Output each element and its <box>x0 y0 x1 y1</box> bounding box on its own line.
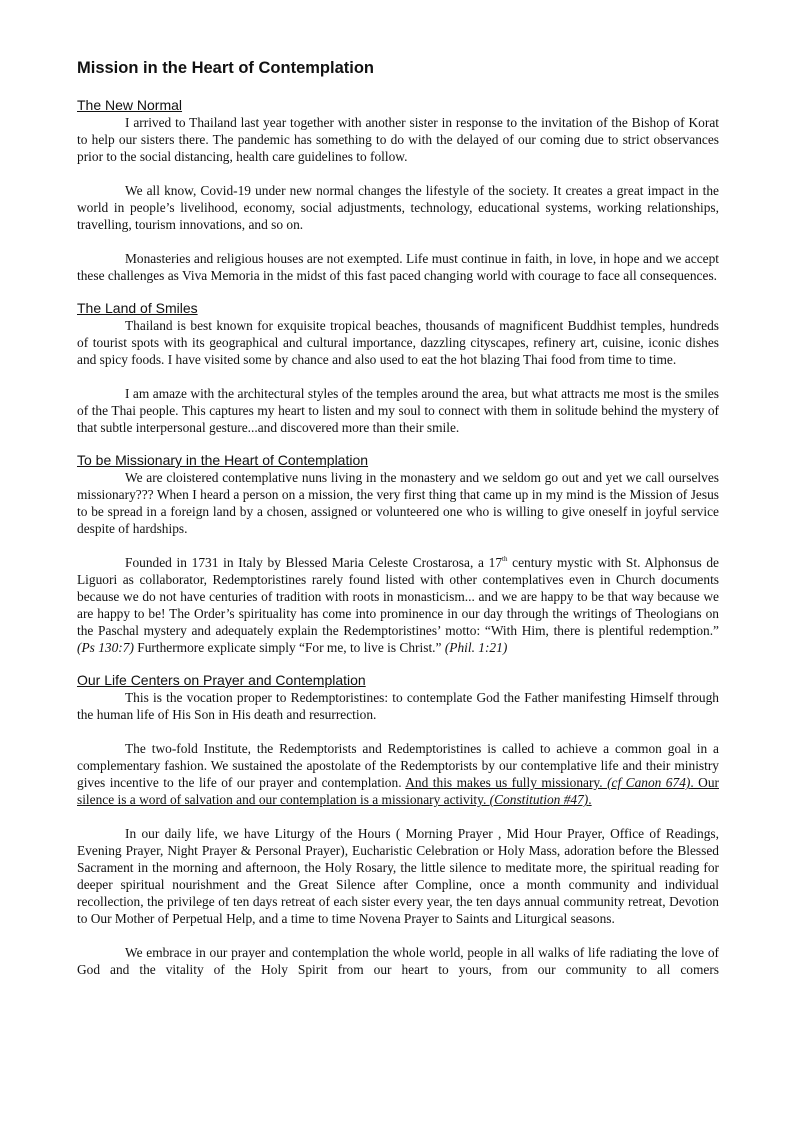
paragraph: This is the vocation proper to Redemptoristines: to contemplate God the Father manifesting Himself through the human life of His Son in His death and resurrection. <box>77 690 719 722</box>
twofold-paragraph <box>77 740 719 808</box>
paragraph: I arrived to Thailand last year together with another sister in response to the invitation of the Bishop of Korat to help our sisters there. The pandemic has something to do with the delayed of our coming due to strict observances prior to the social distancing, health care guidelines to follow. <box>77 115 719 164</box>
paragraph: In our daily life, we have Liturgy of the Hours ( Morning Prayer , Mid Hour Prayer, Office of Readings, Evening Prayer, Night Prayer & Personal Prayer), Eucharistic Celebration or Holy Mass, adoration before the Blessed Sacrament in the morning and afternoon, the Holy Rosary, the little silence to meditate more, the spiritual reading for deeper spiritual nourishment and the Great Silence after Compline, once a month community and individual recollection, the privilege of ten days retreat of each sister every year, the ten days annual community retreat, Devotion to Our Mother of Perpetual Help, and a time to time Novena Prayer to Saints and Liturgical seasons. <box>77 826 719 926</box>
canon-citation: (cf Canon 674) <box>607 775 691 790</box>
paragraph: We embrace in our prayer and contemplation the whole world, people in all walks of life radiating the love of God and the vitality of the Holy Spirit from our heart to yours, from our community to all comers <box>77 945 719 977</box>
underlined-text: . Our silence is a word of salvation and our contemplation is a missionary activity. <box>77 775 719 807</box>
paragraph: I am amaze with the architectural styles of the temples around the area, but what attracts me most is the smiles of the Thai people. This captures my heart to listen and my soul to connect with them in solitude behind the mystery of that subtle interpersonal gesture...and discovered more than their smile. <box>77 386 719 435</box>
text: The two-fold Institute, the Redemptorists and Redemptoristines is called to achieve a common goal in a complementary fashion. We sustained the apostolate of the Redemptorists by our contemplative life and their ministry gives incentive to the life of our prayer and contemplation. <box>77 741 719 790</box>
section-new-normal <box>77 97 719 284</box>
section-heading: The New Normal <box>77 97 183 113</box>
paragraph: Monasteries and religious houses are not exempted. Life must continue in faith, in love, in hope and we accept these challenges as Viva Memoria in the midst of this fast paced changing world with courage to face all consequences. <box>77 251 719 283</box>
text: century mystic with St. Alphonsus de Liguori as collaborator, Redemptoristines rarely found listed with other contemplatives even in Church documents because we do not have centuries of tradition with roots in monasticism... and we are happy to be that way because we are happy to be! The Order’s spirituality has come into prominence in our day through the writings of Theologians on the Paschal mystery and adequately explain the Redemptoristines’ motto: “With Him, there is plentiful redemption.” <box>77 555 719 638</box>
founded-paragraph <box>77 554 719 656</box>
underlined-text: . <box>588 792 592 807</box>
section-land-of-smiles <box>77 300 719 436</box>
document-page <box>77 57 719 978</box>
paragraph: Thailand is best known for exquisite tropical beaches, thousands of magnificent Buddhist temples, hundreds of tourist spots with its geographical and cultural importance, dazzling cityscapes, refinery art, cuisine, iconic dishes and spicy foods. I have visited some by chance and also used to eat the hot blazing Thai food from time to time. <box>77 318 719 367</box>
text: Founded in 1731 in Italy by Blessed Maria Celeste Crostarosa, a 17 <box>125 555 503 570</box>
section-missionary <box>77 452 719 656</box>
document-title: Mission in the Heart of Contemplation <box>77 59 375 77</box>
scripture-citation: (Ps 130:7) <box>77 640 134 655</box>
constitution-citation: (Constitution #47) <box>489 792 589 807</box>
section-heading: To be Missionary in the Heart of Contemplation <box>77 452 369 468</box>
underlined-text: And this makes us fully missionary. <box>405 775 608 790</box>
section-prayer-contemplation <box>77 672 719 978</box>
paragraph: We all know, Covid-19 under new normal changes the lifestyle of the society. It creates a great impact in the world in people’s livelihood, economy, social adjustments, technology, educational systems, working relationships, travelling, tourism innovations, and so on. <box>77 183 719 232</box>
paragraph: We are cloistered contemplative nuns living in the monastery and we seldom go out and yet we call ourselves missionary??? When I heard a person on a mission, the very first thing that came up in my mind is the Mission of Jesus to be spread in a foreign land by a chosen, assigned or volunteered one who is willing to give oneself in joyful service despite of hardships. <box>77 470 719 536</box>
ordinal-superscript: th <box>502 555 508 563</box>
scripture-citation: (Phil. 1:21) <box>444 640 508 655</box>
text: Furthermore explicate simply “For me, to live is Christ.” <box>133 640 445 655</box>
section-heading: Our Life Centers on Prayer and Contemplation <box>77 672 366 688</box>
section-heading: The Land of Smiles <box>77 300 198 316</box>
